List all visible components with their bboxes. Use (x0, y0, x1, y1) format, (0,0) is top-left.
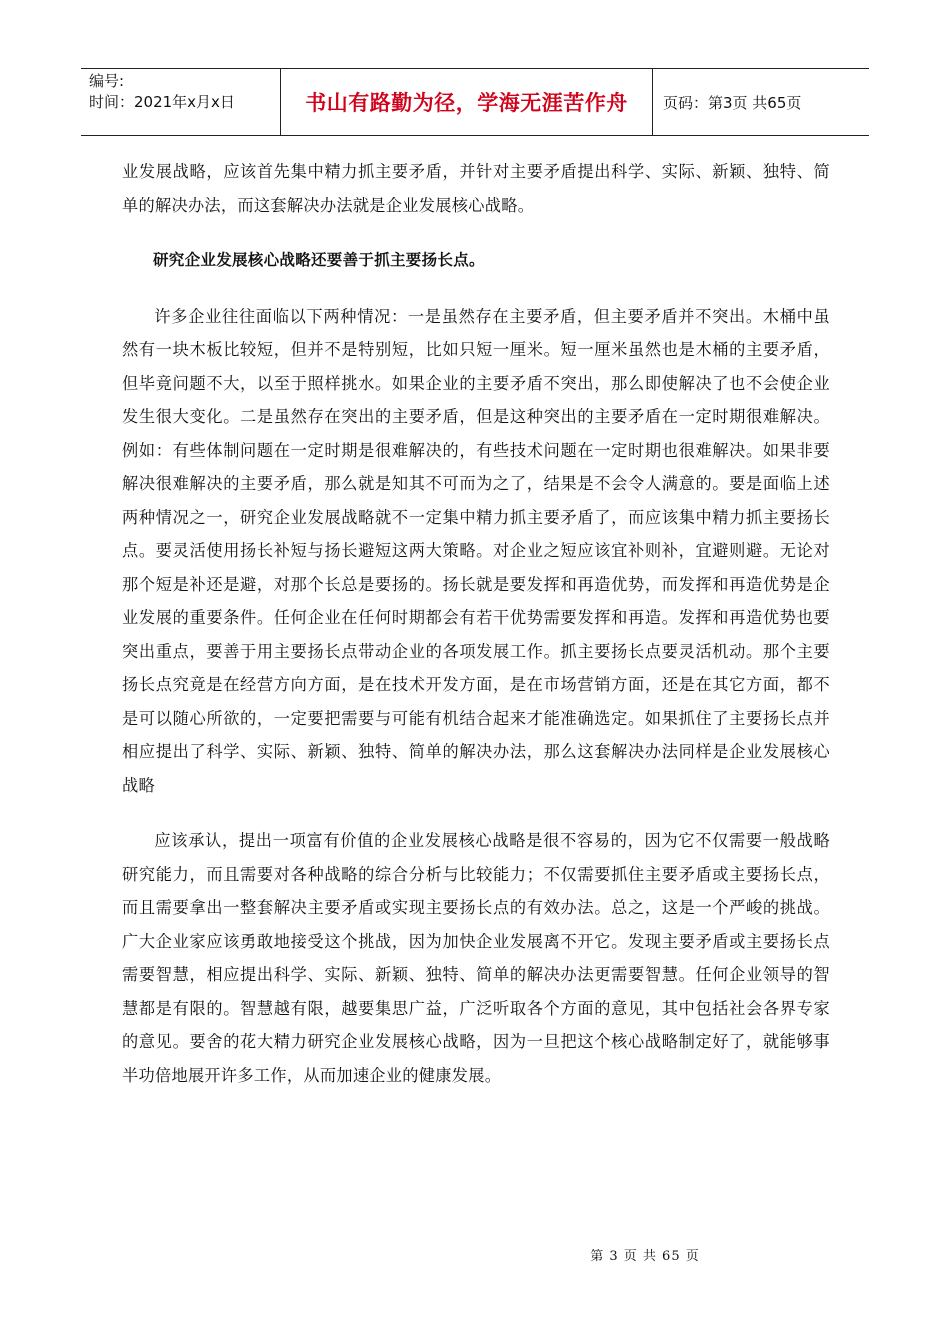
paragraph-conclusion: 应该承认，提出一项富有价值的企业发展核心战略是很不容易的，因为它不仅需要一般战略研究能力，而且需要对各种战略的综合分析与比较能力；不仅需要抓住主要矛盾或主要扬长点，而且需要拿出一整套解决主要矛盾或实现主要扬长点的有效办法。总之，这是一个严峻的挑战。广大企业家应该勇敢地接受这个挑战，因为加快企业发展离不开它。发现主要矛盾或主要扬长点需要智慧，相应提出科学、实际、新颖、独特、简单的解决办法更需要智慧。任何企业领导的智慧都是有限的。智慧越有限，越要集思广益，广泛听取各个方面的意见，其中包括社会各界专家的意见。要舍的花大精力研究企业发展核心战略，因为一旦把这个核心战略制定好了，就能够事半功倍地展开许多工作，从而加速企业的健康发展。 (122, 831, 830, 1085)
paragraph-continuation: 业发展战略，应该首先集中精力抓主要矛盾，并针对主要矛盾提出科学、实际、新颖、独特、简单的解决办法，而这套解决办法就是企业发展核心战略。 (122, 162, 830, 215)
document-number-label: 编号: (89, 72, 125, 90)
paragraph-strengths: 许多企业往往面临以下两种情况：一是虽然存在主要矛盾，但主要矛盾并不突出。木桶中虽然有一块木板比较短，但并不是特别短，比如只短一厘米。短一厘米虽然也是木桶的主要矛盾，但毕竟问题不大，以至于照样挑水。如果企业的主要矛盾不突出，那么即使解决了也不会使企业发生很大变化。二是虽然存在突出的主要矛盾，但是这种突出的主要矛盾在一定时期很难解决。例如：有些体制问题在一定时期是很难解决的，有些技术问题在一定时期也很难解决。如果非要解决很难解决的主要矛盾，那么就是知其不可而为之了，结果是不会令人满意的。要是面临上述两种情况之一，研究企业发展战略就不一定集中精力抓主要矛盾了，而应该集中精力抓主要扬长点。要灵活使用扬长补短与扬长避短这两大策略。对企业之短应该宜补则补，宜避则避。无论对那个短是补还是避，对那个长总是要扬的。扬长就是要发挥和再造优势，而发挥和再造优势是企业发展的重要条件。任何企业在任何时期都会有若干优势需要发挥和再造。发挥和再造优势也要突出重点，要善于用主要扬长点带动企业的各项发展工作。抓主要扬长点要灵活机动。那个主要扬长点究竟是在经营方向方面，是在技术开发方面，是在市场营销方面，还是在其它方面，都不是可以随心所欲的，一定要把需要与可能有机结合起来才能准确选定。如果抓住了主要扬长点并相应提出了科学、实际、新颖、独特、简单的解决办法，那么这套解决办法同样是企业发展核心战略 (122, 306, 830, 795)
paragraph-gap (122, 222, 830, 244)
header-info-cell (81, 69, 281, 135)
page-header (81, 68, 869, 136)
paragraph-gap (122, 802, 830, 824)
section-heading: 研究企业发展核心战略还要善于抓主要扬长点。 (153, 251, 485, 269)
header-motto: 书山有路勤为径，学海无涯苦作舟 (281, 69, 653, 135)
document-body (122, 155, 830, 1092)
header-page-code: 页码：第3页 共65页 (663, 93, 802, 112)
document-time-label: 时间：2021年x月x日 (89, 93, 235, 111)
page-footer: 第 3 页 共 65 页 (590, 1249, 700, 1264)
paragraph-gap (122, 278, 830, 300)
